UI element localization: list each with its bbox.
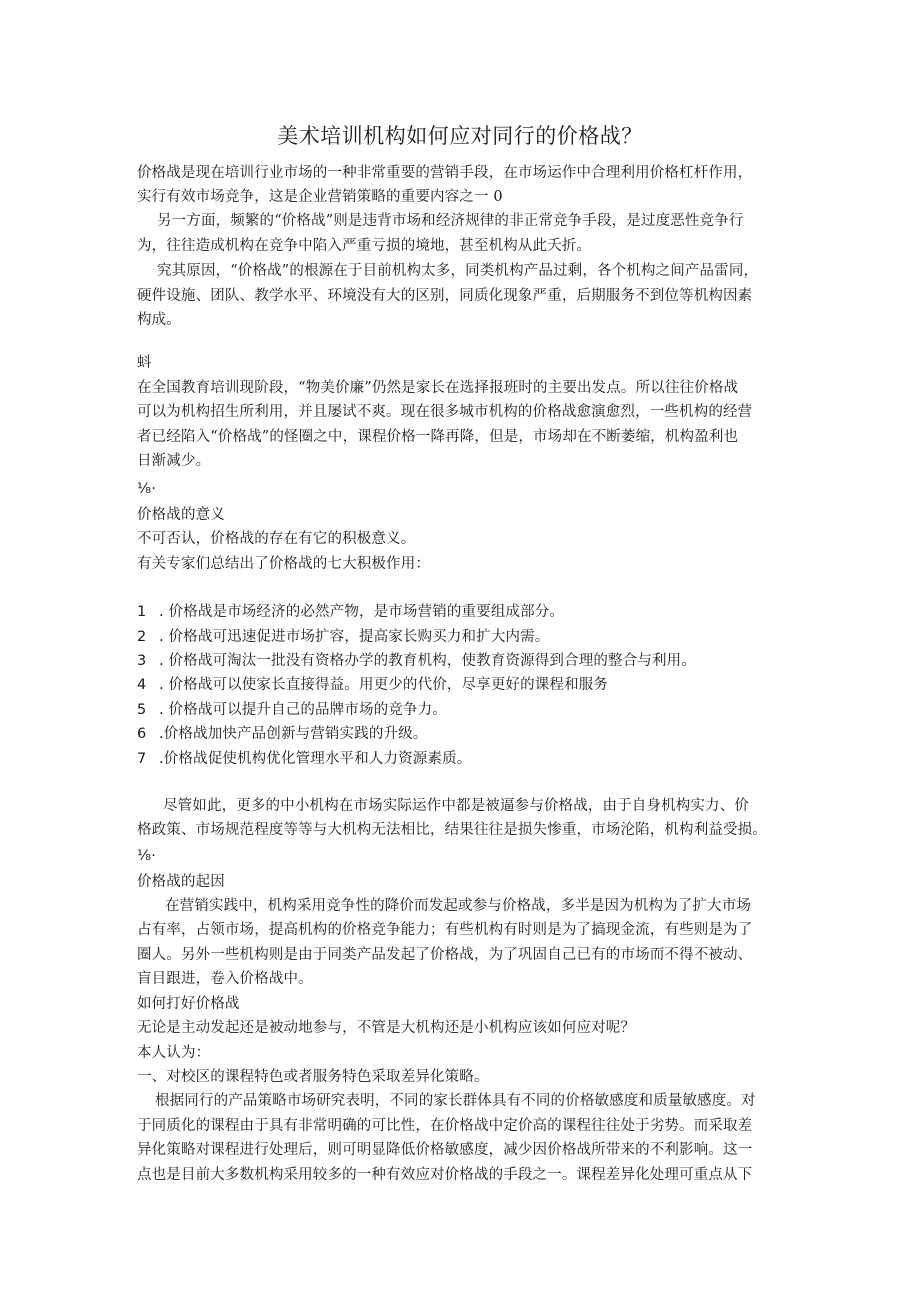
list-item (137, 602, 564, 622)
meaning-line: 不可否认，价格战的存在有它的积极意义。 (137, 531, 416, 547)
intro-line: 为，往往造成机构在竞争中陷入严重亏损的境地，甚至机构从此夭折。 (137, 238, 592, 254)
cause-line: 圈人。另外一些机构则是由于同类产品发起了价格战，为了巩固自己已有的市场而不得不被动、 (137, 947, 753, 963)
list-item (137, 700, 447, 720)
list-text: . 价格战可以提升自己的品牌市场的竞争力。 (159, 702, 447, 718)
how-heading: 如何打好价格战 (137, 996, 240, 1012)
cause-line: 盲目跟进，卷入价格战中。 (137, 971, 313, 987)
list-number: 2 (137, 629, 147, 645)
situation-line: 日渐减少。 (137, 453, 211, 469)
strategy-line: 于同质化的课程由于具有非常明确的可比性，在价格战中定价高的课程往往处于劣势。而采取差 (137, 1118, 753, 1134)
intro-line: 构成。 (137, 312, 181, 328)
intro-line: 究其原因，“价格战”的根源在于目前机构太多，同类机构产品过剩，各个机构之间产品雷同， (157, 263, 759, 279)
intro-line: 硬件设施、团队、教学水平、环境没有大的区别，同质化现象严重，后期服务不到位等机构因素 (137, 288, 753, 304)
list-text: . 价格战是市场经济的必然产物，是市场营销的重要组成部分。 (159, 604, 565, 620)
list-item (137, 627, 549, 647)
strategy-line: 点也是目前大多数机构采用较多的一种有效应对价格战的手段之一。课程差异化处理可重点从下 (137, 1167, 753, 1183)
list-item (137, 651, 696, 671)
list-text: . 价格战可淘汰一批没有资格办学的教育机构，使教育资源得到合理的整合与利用。 (159, 653, 696, 669)
list-text: .价格战加快产品创新与营销实践的升级。 (159, 726, 428, 742)
strategy-line: 根据同行的产品策略市场研究表明，不同的家长群体具有不同的价格敏感度和质量敏感度。对 (155, 1093, 756, 1109)
intro-line: 价格战是现在培训行业市场的一种非常重要的营销手段，在市场运作中合理利用价格杠杆作用， (137, 165, 753, 181)
section-mark: ⅛· (137, 481, 156, 497)
section-mark: 蚪 (137, 355, 152, 371)
list-text: . 价格战可迅速促进市场扩容，提高家长购买力和扩大内需。 (159, 629, 550, 645)
list-item (137, 724, 427, 744)
list-number: 4 (137, 677, 147, 693)
cause-heading: 价格战的起因 (137, 874, 225, 890)
list-item (137, 675, 608, 695)
list-number: 1 (137, 604, 147, 620)
intro-line: 另一方面，频繁的“价格战”则是违背市场和经济规律的非正常竞争手段，是过度恶性竞争行 (157, 213, 744, 229)
list-number: 6 (137, 726, 147, 742)
list-text: . 价格战可以使家长直接得益。用更少的代价，尽享更好的课程和服务 (159, 677, 609, 693)
opinion-line: 本人认为： (137, 1045, 211, 1061)
how-question: 无论是主动发起还是被动地参与，不管是大机构还是小机构应该如何应对呢？ (137, 1020, 636, 1036)
list-number: 3 (137, 653, 147, 669)
cause-line: 占有率，占领市场，提高机构的价格竞争能力；有些机构有时则是为了搞现金流，有些则是为了 (137, 922, 753, 938)
list-number: 5 (137, 702, 147, 718)
list-number: 7 (137, 751, 147, 767)
despite-line: 格政策、市场规范程度等等与大机构无法相比，结果往往是损失惨重，市场沦陷，机构利益受损。 (137, 822, 767, 838)
intro-line: 实行有效市场竞争，这是企业营销策略的重要内容之一 0 (137, 189, 503, 205)
list-text: .价格战促使机构优化管理水平和人力资源素质。 (159, 751, 472, 767)
section-mark: ⅛· (137, 848, 156, 864)
document-title: 美术培训机构如何应对同行的价格战？ (277, 124, 643, 148)
despite-line: 尽管如此，更多的中小机构在市场实际运作中都是被逼参与价格战，由于自身机构实力、价 (163, 798, 749, 814)
list-item (137, 749, 471, 769)
cause-line: 在营销实践中，机构采用竞争性的降价而发起或参与价格战，多半是因为机构为了扩大市场 (165, 898, 751, 914)
situation-line: 在全国教育培训现阶段，“物美价廉”仍然是家长在选择报班时的主要出发点。所以往往价格战 (137, 380, 739, 396)
meaning-line: 有关专家们总结出了价格战的七大积极作用： (137, 556, 430, 572)
strategy-heading: 一、对校区的课程特色或者服务特色采取差异化策略。 (137, 1069, 489, 1085)
strategy-line: 异化策略对课程进行处理后，则可明显降低价格敏感度，减少因价格战所带来的不利影响。这一 (137, 1142, 753, 1158)
meaning-heading: 价格战的意义 (137, 507, 225, 523)
situation-line: 可以为机构招生所利用，并且屡试不爽。现在很多城市机构的价格战愈演愈烈，一些机构的经营 (137, 404, 753, 420)
situation-line: 者已经陷入“价格战”的怪圈之中，课程价格一降再降，但是，市场却在不断萎缩，机构盈利也 (137, 429, 739, 445)
